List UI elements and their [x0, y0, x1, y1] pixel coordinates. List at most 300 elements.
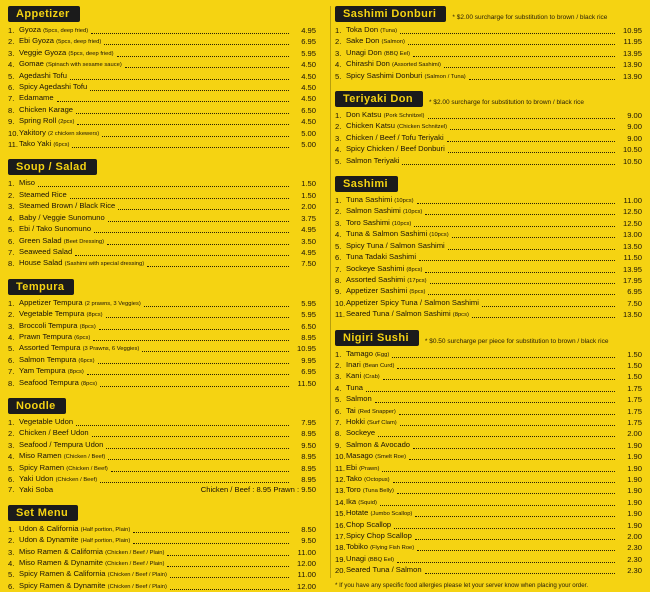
- item-name: [346, 252, 416, 263]
- item-name: [19, 190, 67, 201]
- menu-item: [8, 366, 316, 377]
- menu-item: [335, 156, 642, 167]
- item-number: 3.: [8, 321, 15, 331]
- item-name: [19, 25, 88, 36]
- item-price: 11.50: [623, 253, 642, 263]
- item-name: [346, 474, 390, 485]
- item-desc: (Chicken / Beef / Plain): [107, 572, 167, 579]
- item-label: Spicy Sashimi Donburi: [345, 70, 423, 80]
- item-price: 17.95: [622, 275, 642, 285]
- item-price: 2.30: [627, 566, 642, 576]
- leader-dots: [100, 381, 289, 387]
- leader-dots: [394, 523, 615, 529]
- item-name: [346, 110, 425, 121]
- item-name: [346, 406, 396, 417]
- leader-dots: [106, 443, 289, 449]
- item-name: [19, 547, 164, 558]
- menu-item: [335, 36, 642, 47]
- item-number: 11.: [334, 463, 345, 473]
- item-price: 13.90: [622, 60, 642, 70]
- item-desc: (2pcs): [58, 119, 75, 126]
- item-price: 1.90: [627, 452, 642, 462]
- menu-item: [8, 343, 316, 354]
- leader-dots: [102, 131, 289, 137]
- menu-item: [8, 535, 316, 546]
- leader-dots: [400, 420, 615, 426]
- menu-item: [335, 383, 642, 394]
- item-desc: (5pcs, deep fried): [43, 28, 89, 34]
- item-label: Masago: [345, 451, 374, 461]
- leader-dots: [482, 301, 615, 307]
- item-label: Miso: [19, 178, 36, 188]
- menu-item: [335, 121, 642, 132]
- item-label: Ebi: [345, 462, 357, 472]
- menu-item: [8, 82, 316, 93]
- item-price: 1.75: [627, 395, 642, 405]
- item-name: [19, 178, 35, 189]
- item-name: [346, 206, 422, 217]
- item-desc: (8pcs): [452, 312, 469, 319]
- item-number: 1.: [8, 26, 15, 35]
- menu-item: [335, 309, 642, 320]
- item-label: Prawn Tempura: [19, 331, 73, 341]
- item-price: 5.95: [301, 48, 316, 58]
- item-name: [19, 213, 105, 224]
- leader-dots: [428, 113, 616, 119]
- menu-item: [335, 554, 642, 565]
- item-label: Hokki: [345, 416, 365, 426]
- item-label: Yam Tempura: [19, 366, 66, 376]
- item-desc: (Chicken / Beef / Plain): [107, 583, 167, 590]
- menu-item: [8, 201, 316, 212]
- item-price: 4.50: [301, 71, 316, 81]
- item-number: 6.: [8, 475, 15, 484]
- item-label: Sockeye: [345, 428, 376, 438]
- item-name: [19, 428, 89, 439]
- item-price: 11.00: [297, 570, 316, 580]
- item-number: 3.: [8, 48, 15, 58]
- item-price: 1.50: [627, 360, 642, 370]
- menu-item: [335, 371, 642, 382]
- leader-dots: [382, 466, 615, 472]
- item-number: 4.: [334, 145, 342, 155]
- menu-item: [8, 236, 316, 247]
- leader-dots: [425, 568, 615, 574]
- leader-dots: [117, 51, 289, 57]
- menu-item: [335, 463, 642, 474]
- item-price: 6.50: [301, 105, 316, 115]
- item-name: [346, 25, 397, 36]
- item-label: Broccoli Tempura: [19, 320, 78, 330]
- item-desc: (Chicken / Beef / Plain): [105, 561, 165, 568]
- leader-dots: [72, 142, 289, 148]
- item-price: 1.90: [627, 475, 642, 484]
- item-desc: (Half portion, Plain): [80, 538, 131, 545]
- item-price: 13.50: [622, 310, 642, 320]
- item-number: 9.: [334, 287, 342, 297]
- leader-dots: [415, 534, 615, 540]
- item-name: [346, 360, 394, 371]
- item-price: 9.50: [301, 536, 316, 546]
- section-header: [8, 159, 316, 175]
- item-label: Udon & California: [19, 523, 79, 533]
- item-label: Tuna Sashimi: [345, 195, 393, 205]
- item-price: 11.00: [297, 547, 316, 557]
- section-title: Soup / Salad: [8, 159, 97, 175]
- item-desc: (8pcs): [67, 369, 84, 376]
- leader-dots: [448, 244, 615, 250]
- item-list: [335, 25, 642, 82]
- item-label: Salmon: [345, 394, 372, 404]
- item-number: 13.: [334, 486, 346, 496]
- item-name: [346, 144, 445, 155]
- item-label: Seaweed Salad: [19, 246, 73, 256]
- leader-dots: [100, 477, 289, 483]
- leader-dots: [472, 312, 615, 318]
- menu-item: [8, 569, 316, 580]
- allergy-note: * If you have any specific food allergies please let your server know when placing your order.: [334, 581, 589, 589]
- leader-dots: [70, 74, 289, 80]
- item-desc: (6pcs): [53, 142, 70, 149]
- leader-dots: [428, 289, 615, 295]
- item-number: 6.: [334, 253, 342, 263]
- menu-item: [8, 105, 316, 116]
- menu-item: [8, 224, 316, 235]
- item-desc: (8pcs): [86, 312, 103, 319]
- item-label: Yaki Soba: [19, 485, 54, 495]
- menu-item: [335, 428, 642, 439]
- leader-dots: [167, 561, 289, 567]
- item-name: [346, 48, 410, 59]
- item-price: 11.95: [623, 37, 642, 47]
- item-name: [19, 581, 167, 592]
- item-desc: (BBQ Eel): [367, 556, 395, 563]
- menu-item: [335, 195, 642, 206]
- item-name: [346, 195, 414, 206]
- item-label: Salmon Tempura: [19, 354, 77, 364]
- item-price: 5.00: [301, 140, 316, 150]
- item-name: [346, 394, 372, 405]
- item-number: 12.: [334, 475, 346, 484]
- item-label: Appetizer Tempura: [19, 297, 83, 307]
- item-label: Spicy Ramen: [19, 462, 65, 472]
- section-soup-salad: [8, 159, 316, 269]
- section-note: * $2.00 surcharge for substitution to brown / black rice: [429, 99, 584, 107]
- item-desc: (3 Prawns, 6 Veggies): [82, 346, 140, 353]
- item-price: 9.00: [627, 111, 642, 121]
- leader-dots: [91, 28, 289, 34]
- item-name: [346, 371, 380, 382]
- item-name: [19, 474, 97, 485]
- item-name: [346, 383, 363, 394]
- section-set-menu: [8, 505, 316, 592]
- item-label: Gomae: [19, 59, 44, 69]
- item-number: 2.: [8, 310, 15, 320]
- section-header: [8, 279, 316, 295]
- menu-item: [8, 417, 316, 428]
- menu-item: [8, 25, 316, 36]
- item-label: Kani: [345, 371, 362, 381]
- item-number: 7.: [8, 485, 15, 495]
- item-desc: (Tuna Belly): [362, 488, 394, 495]
- leader-dots: [108, 216, 289, 222]
- item-price: 13.95: [622, 48, 642, 58]
- item-price: 1.75: [627, 417, 642, 427]
- item-number: 6.: [8, 581, 15, 591]
- item-label: Green Salad: [19, 235, 62, 245]
- item-number: 10.: [8, 128, 19, 138]
- item-label: Seared Tuna / Salmon Sashimi: [345, 309, 451, 319]
- menu-item: [335, 144, 642, 155]
- item-name: [346, 241, 445, 252]
- leader-dots: [414, 221, 615, 227]
- item-desc: (2 prawns, 3 Veggies): [84, 300, 141, 307]
- item-label: Chicken / Beef / Tofu Teriyaki: [345, 132, 444, 142]
- item-price: 12.00: [296, 559, 316, 569]
- leader-dots: [107, 239, 289, 245]
- item-label: Chicken Karage: [19, 104, 74, 114]
- item-name: [19, 355, 95, 366]
- item-number: 10.: [334, 452, 346, 462]
- menu-item: [335, 485, 642, 496]
- item-name: [346, 463, 379, 474]
- item-desc: (10pcs): [394, 198, 414, 205]
- item-name: [346, 59, 441, 70]
- menu-item: [8, 258, 316, 269]
- menu-item: [8, 139, 316, 150]
- item-number: 4.: [8, 213, 15, 223]
- item-name: [19, 309, 103, 320]
- item-price: 12.50: [622, 218, 642, 228]
- section-noodle: [8, 398, 316, 496]
- leader-dots: [366, 386, 615, 392]
- item-price: 6.95: [301, 367, 316, 377]
- item-name: [19, 451, 105, 462]
- item-number: 4.: [8, 559, 15, 569]
- item-label: Tai: [345, 405, 356, 415]
- section-title: Noodle: [8, 398, 66, 414]
- item-number: 7.: [334, 264, 342, 274]
- item-list: [8, 25, 316, 150]
- item-number: 6.: [8, 355, 15, 365]
- item-price: 4.95: [301, 225, 316, 235]
- item-name: [19, 116, 74, 127]
- menu-item: [335, 508, 642, 519]
- item-label: Tako Yaki: [19, 139, 52, 149]
- item-number: 2.: [8, 429, 15, 439]
- item-list: [8, 298, 316, 389]
- item-price: 5.95: [301, 298, 316, 308]
- menu-item: [8, 298, 316, 309]
- leader-dots: [430, 278, 615, 284]
- item-name: [19, 535, 130, 546]
- section-header: [8, 505, 316, 521]
- menu-item: [8, 440, 316, 451]
- leader-dots: [409, 454, 615, 460]
- section-title: Tempura: [8, 279, 74, 295]
- section-sashimi: [335, 176, 642, 320]
- item-label: Ika: [345, 496, 357, 506]
- item-price: 6.95: [627, 287, 642, 297]
- item-name: [19, 59, 122, 70]
- item-desc: (17pcs): [407, 277, 427, 284]
- menu-item: [335, 71, 642, 82]
- item-price: 10.95: [622, 26, 642, 35]
- leader-dots: [133, 538, 289, 544]
- item-desc: (Pork Schnitzel): [383, 113, 425, 120]
- item-number: 4.: [8, 60, 15, 70]
- section-header: [335, 91, 642, 107]
- item-number: 3.: [334, 133, 342, 143]
- leader-dots: [99, 324, 289, 330]
- item-price: 1.75: [627, 406, 642, 416]
- leader-dots: [142, 346, 289, 352]
- item-label: Tamago: [345, 348, 373, 358]
- item-list: [8, 178, 316, 269]
- item-label: Salmon Teriyaki: [345, 155, 400, 165]
- item-number: 3.: [8, 440, 15, 450]
- item-number: 11.: [8, 140, 18, 150]
- item-number: 2.: [334, 207, 342, 217]
- leader-dots: [76, 108, 289, 114]
- item-price: 2.00: [627, 532, 642, 542]
- menu-item: [335, 531, 642, 542]
- item-desc: (BBQ Eel): [384, 50, 411, 57]
- item-name: [19, 332, 90, 343]
- menu-item: [8, 128, 316, 139]
- item-label: Spicy Ramen & Dynamite: [19, 580, 106, 590]
- item-name: [346, 133, 444, 144]
- item-name: [346, 440, 410, 451]
- item-label: Veggie Gyoza: [19, 47, 67, 57]
- item-label: Chicken / Beef Udon: [19, 428, 89, 438]
- item-name: [19, 417, 73, 428]
- item-number: 19.: [334, 554, 346, 564]
- item-number: 8.: [8, 105, 15, 115]
- item-number: 10.: [334, 298, 346, 308]
- menu-item: [335, 298, 642, 309]
- leader-dots: [417, 545, 615, 551]
- item-name: [19, 236, 104, 247]
- item-number: 20.: [334, 566, 346, 576]
- item-price: 13.00: [622, 230, 642, 240]
- item-number: 4.: [334, 60, 342, 70]
- menu-item: [335, 520, 642, 531]
- section-header: [335, 330, 642, 346]
- menu-item: [335, 394, 642, 405]
- leader-dots: [419, 255, 615, 261]
- item-name: [19, 366, 84, 377]
- leader-dots: [448, 147, 615, 153]
- leader-dots: [378, 431, 615, 437]
- menu-item: [8, 309, 316, 320]
- menu-item: [8, 558, 316, 569]
- leader-dots: [393, 477, 615, 483]
- item-number: 5.: [334, 395, 342, 405]
- leader-dots: [413, 51, 615, 57]
- item-number: 5.: [8, 225, 15, 235]
- leader-dots: [87, 369, 289, 375]
- menu-item: [335, 451, 642, 462]
- item-name: [19, 48, 114, 59]
- section-header: [8, 6, 316, 22]
- menu-item: [335, 497, 642, 508]
- section-title: Sashimi: [335, 176, 398, 192]
- item-price: 10.95: [296, 344, 316, 354]
- leader-dots: [452, 232, 615, 238]
- item-name: [346, 156, 399, 167]
- menu-item: [8, 93, 316, 104]
- menu-item: [8, 116, 316, 127]
- menu-item: [335, 275, 642, 286]
- leader-dots: [93, 335, 289, 341]
- item-number: 4.: [8, 332, 15, 342]
- item-number: 15.: [334, 509, 346, 519]
- item-price: 8.95: [301, 429, 316, 439]
- leader-dots: [380, 500, 615, 506]
- leader-dots: [397, 488, 615, 494]
- leader-dots: [133, 527, 289, 533]
- item-label: Don Katsu: [345, 110, 382, 120]
- leader-dots: [397, 363, 615, 369]
- section-note: * $2.00 surcharge for substitution to brown / black rice: [452, 14, 608, 21]
- item-label: Toro: [345, 485, 361, 495]
- item-price: 5.95: [301, 310, 316, 320]
- item-name: [19, 128, 99, 139]
- menu-item: [8, 485, 316, 495]
- item-number: 1.: [8, 417, 15, 427]
- menu-item: [335, 133, 642, 144]
- item-price: 3.75: [301, 213, 316, 223]
- item-desc: (Spinach with sesame sauce): [46, 62, 122, 69]
- item-desc: (8pcs): [79, 323, 96, 330]
- item-label: Seafood Tempura: [19, 377, 79, 387]
- item-desc: (Salmon / Tuna): [424, 73, 466, 80]
- item-price: 13.95: [622, 264, 642, 274]
- item-name: [346, 121, 447, 132]
- menu-item: [335, 286, 642, 297]
- item-label: Sockeye Sashimi: [345, 263, 405, 273]
- item-price: 1.50: [301, 190, 316, 200]
- item-desc: (8pcs): [406, 266, 423, 273]
- item-label: Chirashi Don: [345, 59, 390, 69]
- item-label: Unagi: [345, 553, 366, 563]
- item-name: [19, 321, 96, 332]
- item-label: Assorted Sashimi: [345, 274, 406, 284]
- item-number: 4.: [334, 383, 342, 393]
- menu-item: [335, 48, 642, 59]
- item-number: 4.: [8, 452, 15, 462]
- item-label: Tuna: [345, 382, 364, 392]
- item-number: 2.: [334, 122, 342, 132]
- item-number: 2.: [8, 37, 15, 47]
- item-name: [346, 286, 425, 297]
- item-number: 8.: [334, 429, 342, 439]
- item-list: [8, 417, 316, 496]
- item-name: [346, 36, 405, 47]
- leader-dots: [144, 301, 289, 307]
- item-desc: (5pcs, deep fried): [56, 39, 102, 46]
- item-label: Vegetable Udon: [19, 416, 74, 426]
- item-name: [346, 531, 412, 542]
- item-label: Tuna Tadaki Sashimi: [345, 252, 417, 262]
- item-label: Edamame: [19, 93, 54, 103]
- item-label: Salmon Sashimi: [345, 206, 401, 216]
- menu-item: [8, 463, 316, 474]
- menu-item: [8, 451, 316, 462]
- item-name: [346, 554, 394, 565]
- item-price: 1.90: [627, 497, 642, 507]
